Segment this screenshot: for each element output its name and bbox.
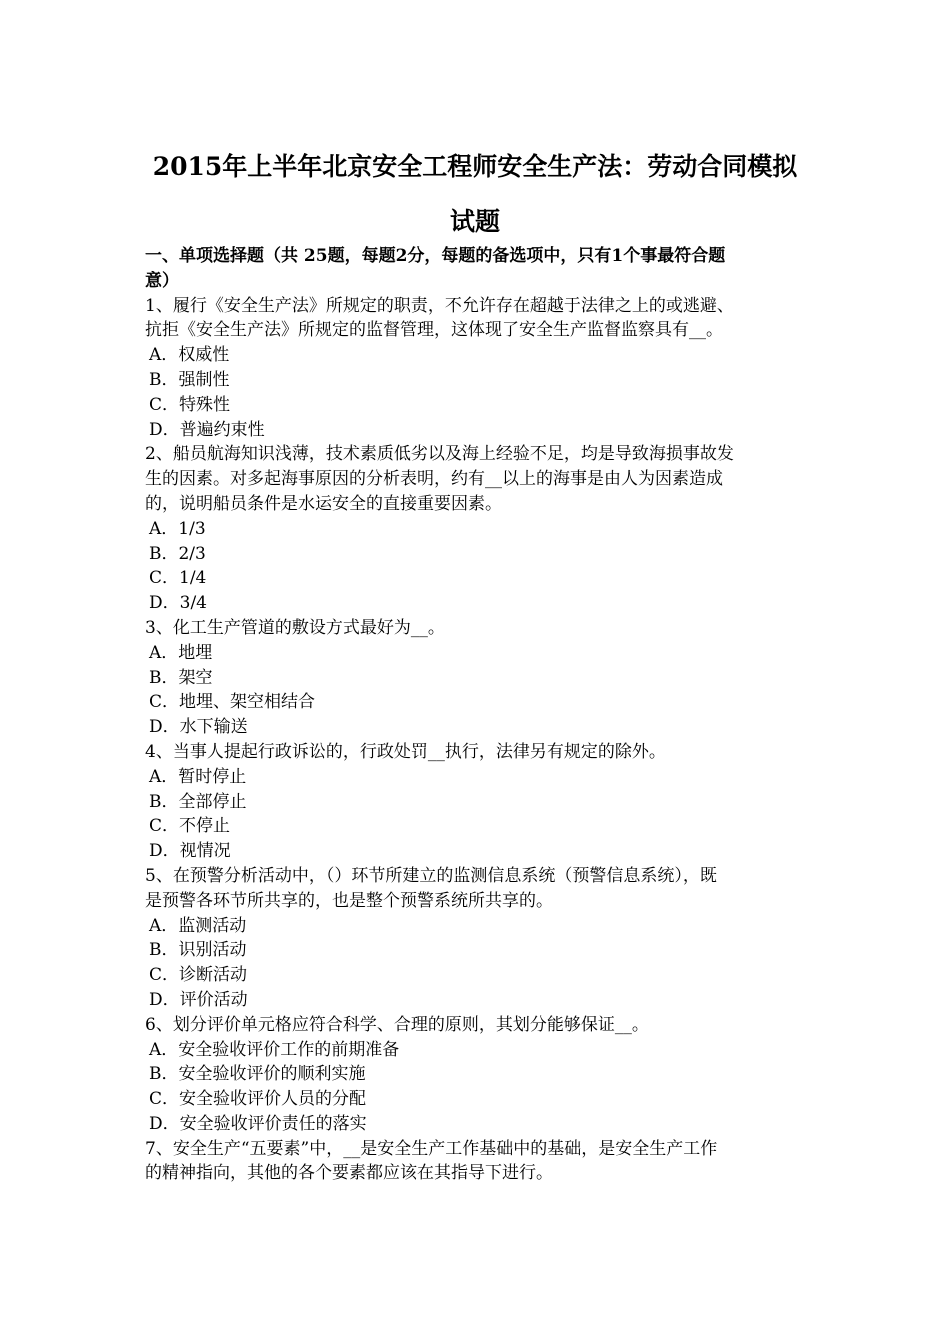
answer-option: D．视情况 [149, 841, 231, 862]
question-item [145, 740, 815, 864]
section-heading: 一、单项选择题（共 25题，每题2分，每题的备选项中，只有1个事最符合题 [145, 246, 726, 266]
question-item [145, 294, 815, 443]
question-stem-line: 的精神指向，其他的各个要素都应该在其指导下进行。 [145, 1163, 553, 1184]
question-stem-line: 的，说明船员条件是水运安全的直接重要因素。 [145, 493, 502, 514]
section-heading-continued: 意） [145, 270, 179, 291]
question-stem-line: 5、在预警分析活动中，（）环节所建立的监测信息系统（预警信息系统），既 [145, 865, 717, 886]
question-stem-line: 2、船员航海知识浅薄，技术素质低劣以及海上经验不足，均是导致海损事故发 [145, 444, 734, 465]
answer-option: C．安全验收评价人员的分配 [149, 1089, 367, 1110]
question-stem-line: 1、履行《安全生产法》所规定的职责，不允许存在超越于法律之上的或逃避、 [145, 295, 734, 316]
answer-option: B．强制性 [149, 369, 230, 390]
question-item [145, 616, 815, 740]
answer-option: A．安全验收评价工作的前期准备 [149, 1039, 400, 1060]
answer-option: B．全部停止 [149, 791, 247, 812]
answer-option: A．1/3 [149, 518, 206, 539]
answer-option: A．暂时停止 [149, 766, 247, 787]
answer-option: D．安全验收评价责任的落实 [149, 1113, 367, 1134]
question-stem-line: 抗拒《安全生产法》所规定的监督管理，这体现了安全生产监督监察具有__。 [145, 320, 723, 341]
answer-option: D．3/4 [149, 593, 207, 614]
answer-option: C．1/4 [149, 568, 207, 589]
question-item [145, 1013, 815, 1137]
question-stem-line: 生的因素。对多起海事原因的分析表明，约有__以上的海事是由人为因素造成 [145, 469, 723, 490]
question-item [145, 442, 815, 616]
answer-option: B．识别活动 [149, 940, 247, 961]
answer-option: B．2/3 [149, 543, 206, 564]
question-stem-line: 4、当事人提起行政诉讼的，行政处罚__执行，法律另有规定的除外。 [145, 741, 666, 762]
answer-option: A．地埋 [149, 642, 213, 663]
answer-option: C．诊断活动 [149, 965, 248, 986]
answer-option: C．地埋、架空相结合 [149, 692, 316, 713]
answer-option: A．监测活动 [149, 915, 247, 936]
question-item [145, 1137, 815, 1187]
answer-option: C．特殊性 [149, 394, 231, 415]
question-stem-line: 6、划分评价单元格应符合科学、合理的原则，其划分能够保证__。 [145, 1014, 649, 1035]
question-stem-line: 7、安全生产“五要素”中，__是安全生产工作基础中的基础，是安全生产工作 [145, 1138, 718, 1159]
answer-option: C．不停止 [149, 816, 231, 837]
answer-option: A．权威性 [149, 345, 230, 366]
answer-option: D．水下输送 [149, 717, 248, 738]
document-title-line-1: 2015年上半年北京安全工程师安全生产法：劳动合同模拟 [152, 152, 798, 181]
question-stem-line: 3、化工生产管道的敷设方式最好为__。 [145, 617, 445, 638]
answer-option: D．普遍约束性 [149, 419, 265, 440]
question-item [145, 864, 815, 1013]
document-title-line-2: 试题 [449, 207, 500, 236]
question-list [145, 294, 815, 1187]
answer-option: B．安全验收评价的顺利实施 [149, 1064, 366, 1085]
answer-option: D．评价活动 [149, 989, 248, 1010]
question-stem-line: 是预警各环节所共享的，也是整个预警系统所共享的。 [145, 890, 553, 911]
answer-option: B．架空 [149, 667, 213, 688]
document-body [145, 244, 815, 1186]
